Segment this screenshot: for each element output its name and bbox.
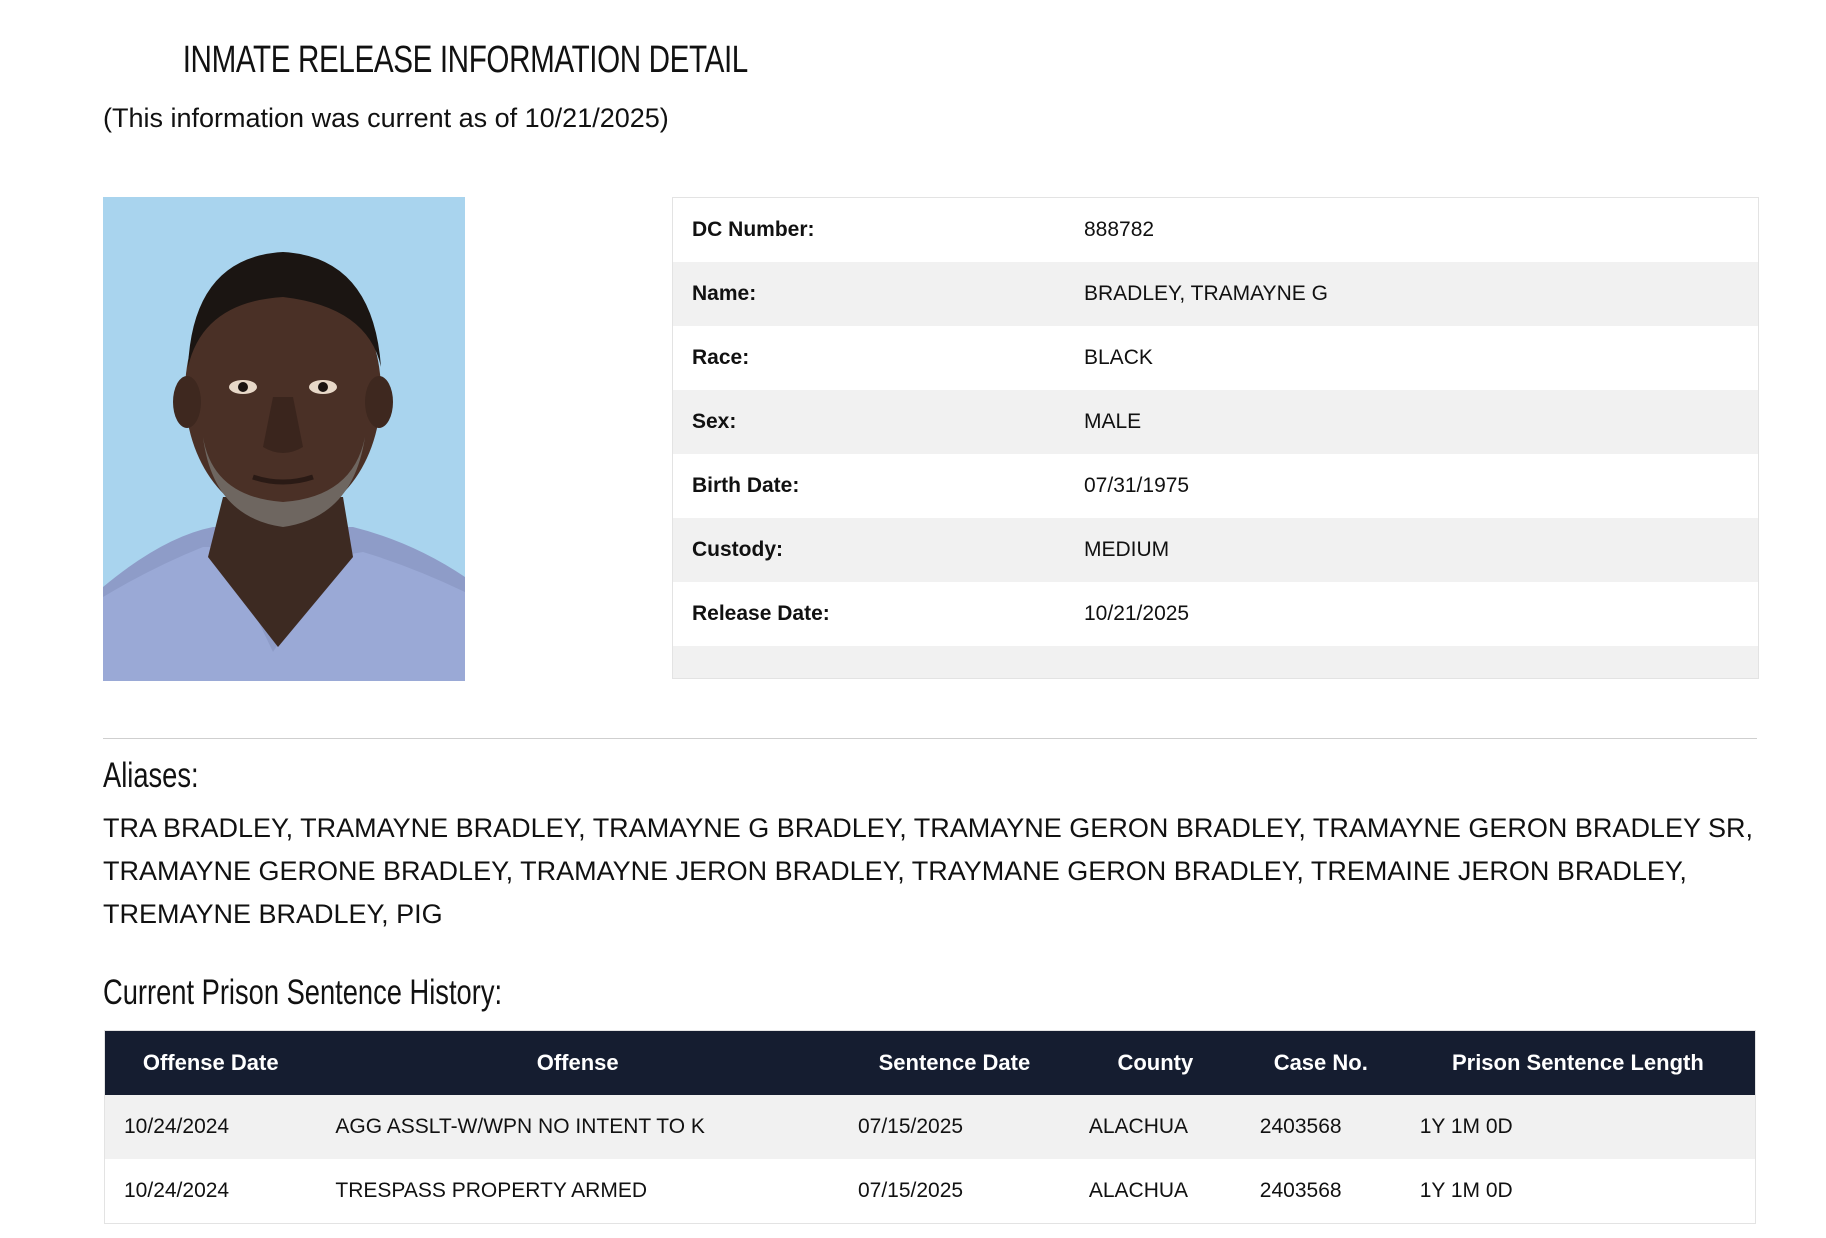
detail-value: 10/21/2025 — [1084, 602, 1190, 625]
detail-value: BRADLEY, TRAMAYNE G — [1084, 282, 1328, 305]
detail-row-release-date — [673, 582, 1758, 646]
column-header-offense[interactable]: Offense — [316, 1031, 839, 1096]
detail-label: Birth Date: — [692, 474, 800, 497]
aliases-heading: Aliases: — [103, 756, 199, 795]
section-divider — [103, 738, 1757, 739]
table-row — [105, 1159, 1756, 1224]
page-title: INMATE RELEASE INFORMATION DETAIL — [182, 39, 748, 81]
detail-value: MALE — [1084, 410, 1142, 433]
cell-sentence-length: 1Y 1M 0D — [1419, 1179, 1513, 1202]
detail-row-sex — [673, 390, 1758, 454]
detail-row-race — [673, 326, 1758, 390]
detail-label: Name: — [692, 282, 757, 305]
detail-label: Custody: — [692, 538, 783, 561]
detail-row-dc-number — [673, 198, 1758, 262]
detail-label: Race: — [692, 346, 750, 369]
aliases-list: TRA BRADLEY, TRAMAYNE BRADLEY, TRAMAYNE G BRADLEY, TRAMAYNE GERON BRADLEY, TRAMAYNE GERON BRADLEY SR, TRAMAYNE GERONE BRADLEY, TRAMAYNE JERON BRADLEY, TRAYMANE GERON BRADLEY, TREMAINE JERON BRADLEY, TREMAYNE BRADLEY, PIG — [103, 813, 1753, 929]
detail-value: 07/31/1975 — [1084, 474, 1190, 497]
cell-sentence-length: 1Y 1M 0D — [1419, 1115, 1513, 1138]
detail-label: Sex: — [692, 410, 737, 433]
sentence-history-heading: Current Prison Sentence History: — [103, 973, 503, 1012]
detail-value: 888782 — [1084, 218, 1155, 241]
inmate-photo-image — [103, 197, 465, 681]
column-header-county[interactable]: County — [1070, 1031, 1241, 1096]
cell-sentence-date: 07/15/2025 — [857, 1115, 964, 1138]
sentence-history-table — [104, 1030, 1756, 1224]
detail-label: DC Number: — [692, 218, 815, 241]
cell-offense: AGG ASSLT-W/WPN NO INTENT TO K — [335, 1115, 705, 1138]
page-subtitle: (This information was current as of 10/21/2025) — [103, 103, 669, 133]
column-header-case-no[interactable]: Case No. — [1241, 1031, 1401, 1096]
detail-row-name — [673, 262, 1758, 326]
cell-case-no: 2403568 — [1259, 1179, 1342, 1202]
cell-county: ALACHUA — [1088, 1179, 1189, 1202]
detail-value: MEDIUM — [1084, 538, 1170, 561]
detail-label: Release Date: — [692, 602, 830, 625]
column-header-offense-date[interactable]: Offense Date — [105, 1031, 317, 1096]
column-header-sentence-date[interactable]: Sentence Date — [839, 1031, 1070, 1096]
cell-offense-date: 10/24/2024 — [124, 1179, 230, 1202]
column-header-sentence-length[interactable]: Prison Sentence Length — [1401, 1031, 1756, 1096]
cell-offense-date: 10/24/2024 — [124, 1115, 230, 1138]
detail-row-birth-date — [673, 454, 1758, 518]
cell-case-no: 2403568 — [1259, 1115, 1342, 1138]
table-row — [105, 1095, 1756, 1159]
table-filler — [673, 646, 1758, 678]
cell-offense: TRESPASS PROPERTY ARMED — [335, 1179, 647, 1202]
table-header-row — [105, 1031, 1756, 1096]
detail-value: BLACK — [1084, 346, 1153, 369]
inmate-details-table — [672, 197, 1759, 679]
cell-sentence-date: 07/15/2025 — [857, 1179, 964, 1202]
cell-county: ALACHUA — [1088, 1115, 1189, 1138]
detail-row-custody — [673, 518, 1758, 582]
inmate-photo — [103, 197, 465, 681]
